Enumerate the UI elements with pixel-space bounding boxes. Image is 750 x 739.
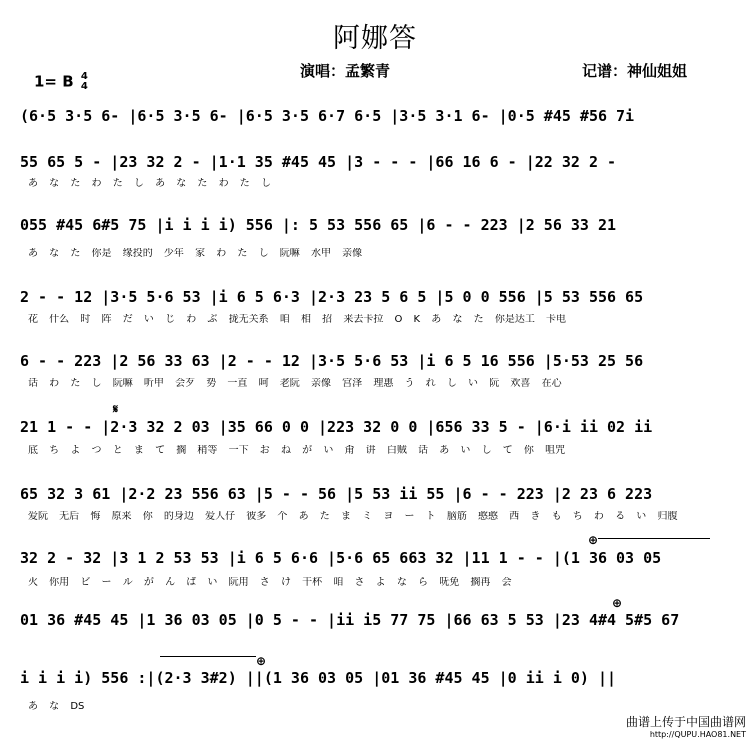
site-watermark xyxy=(626,713,746,739)
lyric-line: 火 你用 ビ ー ル が ん ば い 阮用 さ け 干杯 咱 さ よ な ら 呒免 搁再 会 xyxy=(28,577,512,588)
lyric-line: 花 什么 时 阵 だ い じ わ ぶ 拢无关系 咱 相 招 来去卡拉 O K あ な た 你是达工 卡电 xyxy=(28,314,567,325)
notation-line: 2 - - 12 |3·5 5·6 53 |i 6 5 6·3 |2·3 23 5 6 5 |5 0 0 556 |5 53 556 65 xyxy=(20,288,644,306)
notation-line: (6·5 3·5 6- |6·5 3·5 6- |6·5 3·5 6·7 6·5 |3·5 3·1 6- |0·5 #45 #56 7i xyxy=(20,107,635,125)
notation-line: 6 - - 223 |2 56 33 63 |2 - - 12 |3·5 5·6 53 |i 6 5 16 556 |5·53 25 56 xyxy=(20,352,644,370)
notation-line: 65 32 3 61 |2·2 23 556 63 |5 - - 56 |5 53 ii 55 |6 - - 223 |2 23 6 223 xyxy=(20,485,653,503)
lyric-line: 底 ち よ つ と ま て 搁 稍等 一下 お ね が い 甭 讲 白贼 话 あ い し て 你 咀咒 xyxy=(28,445,566,456)
song-title: 阿娜答 xyxy=(333,23,417,54)
lyric-line: あ な た わ た し あ な た わ た し xyxy=(28,178,271,189)
notation-line: 55 65 5 - |23 32 2 - |1·1 35 #45 45 |3 - - - |66 16 6 - |22 32 2 - xyxy=(20,153,617,171)
key-signature xyxy=(34,72,88,92)
watermark-url: http://QUPU.HAO81.NET xyxy=(649,730,746,739)
lyric-line: 爱阮 无后 悔 原来 你 的身边 爱人仔 彼多 个 あ た ま ミ ヨ ー ト 脑筋 憨憨 西 き も ち わ る い 归腹 xyxy=(28,511,678,522)
segno-mark: 𝄋 xyxy=(113,402,119,416)
lyric-line: あ な た 你是 缘投的 少年 家 わ た し 阮嘛 水甲 亲像 xyxy=(28,248,363,259)
notation-line: 055 #45 6#5 75 |i i i i) 556 |: 5 53 556 65 |6 - - 223 |2 56 33 21 xyxy=(20,216,617,234)
singer-credit: 演唱：孟繁青 xyxy=(300,62,391,80)
notation-line: i i i i) 556 :|(2·3 3#2) ||(1 36 03 05 |01 36 #45 45 |0 ii i 0) || xyxy=(20,669,617,687)
volta-bracket xyxy=(598,538,710,539)
coda-mark: ⊕ xyxy=(588,533,599,547)
time-top: 4 xyxy=(80,71,88,82)
volta-bracket xyxy=(160,656,256,657)
key-label: 1= B xyxy=(34,72,74,91)
lyric-line: あ な DS xyxy=(28,701,85,712)
transcriber-credit: 记谱：神仙姐姐 xyxy=(582,62,688,80)
time-signature xyxy=(81,72,88,92)
notation-line: 21 1 - - |2·3 32 2 03 |35 66 0 0 |223 32 0 0 |656 33 5 - |6·i ii 02 ii xyxy=(20,418,653,436)
notation-line: 32 2 - 32 |3 1 2 53 53 |i 6 5 6·6 |5·6 65 663 32 |11 1 - - |(1 36 03 05 xyxy=(20,549,662,567)
notation-line: 01 36 #45 45 |1 36 03 05 |0 5 - - |ii i5 77 75 |66 63 5 53 |23 4#4 5#5 67 xyxy=(20,611,680,629)
coda-mark: ⊕ xyxy=(612,596,623,610)
lyric-line: 话 わ た し 阮嘛 听甲 会歹 势 一直 呵 老阮 亲像 宫泽 理惠 う れ し い 阮 欢喜 在心 xyxy=(28,378,562,389)
time-bottom: 4 xyxy=(80,81,88,92)
coda-mark: ⊕ xyxy=(256,654,267,668)
watermark-text: 曲谱上传于中国曲谱网 xyxy=(625,715,746,729)
